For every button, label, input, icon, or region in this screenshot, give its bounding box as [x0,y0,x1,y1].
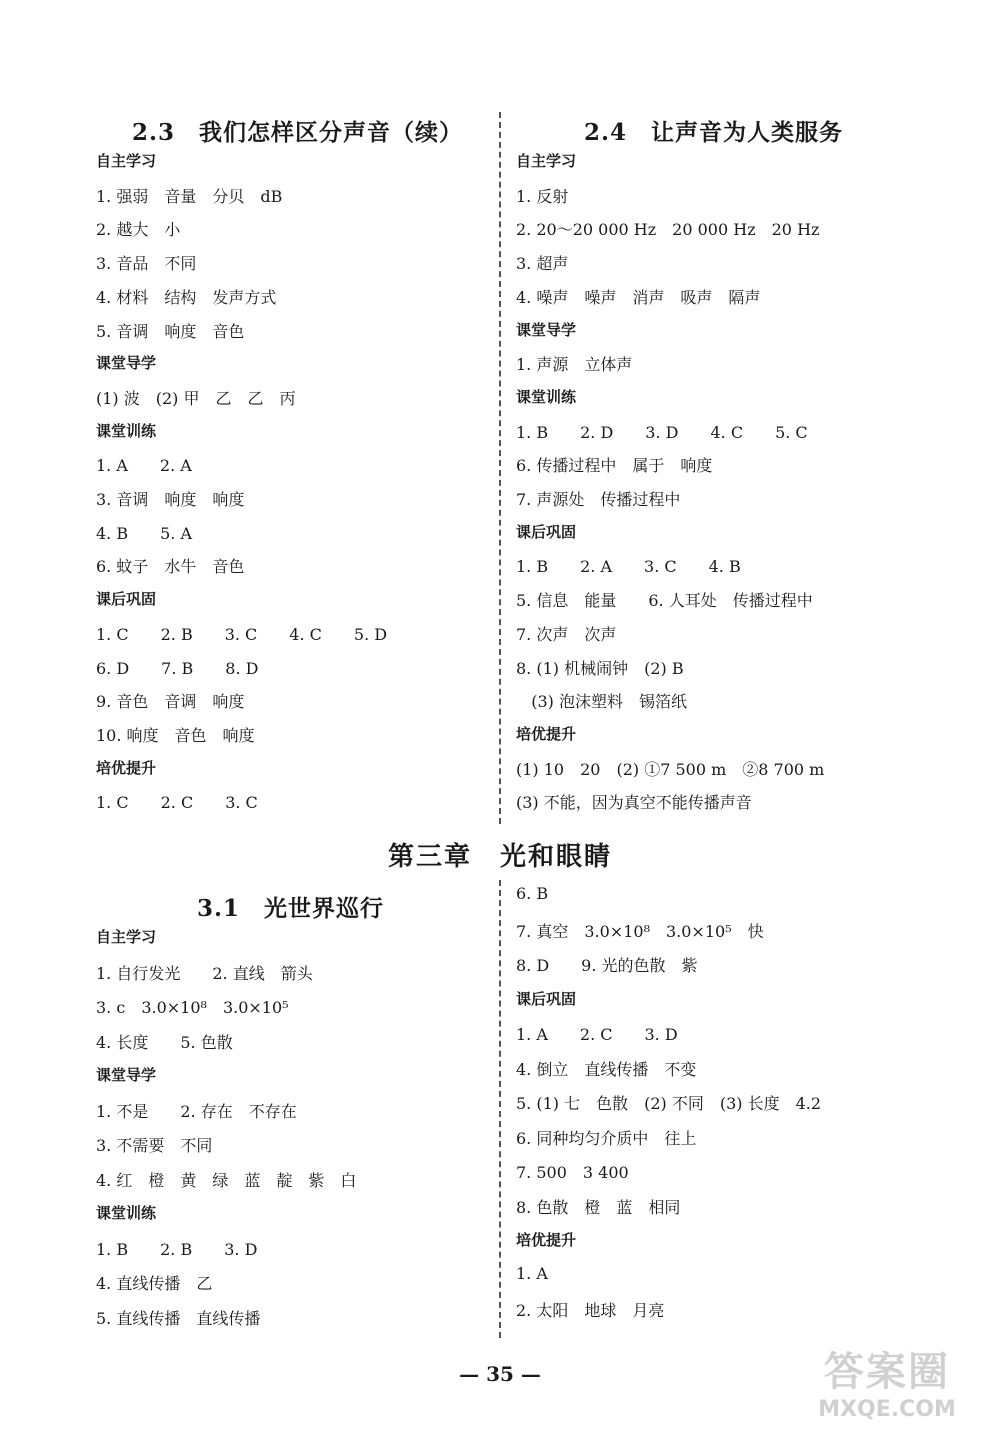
chapter-title: 第三章 光和眼睛 [387,842,612,872]
section-heading: 课堂导学 [96,354,157,373]
answer-line: 4. 红 橙 黄 绿 蓝 靛 紫 白 [96,1170,357,1190]
answer-line: 6. B [516,884,549,903]
answer-line: 1. 声源 立体声 [516,355,633,375]
section-heading: 培优提升 [96,758,157,777]
answer-line: 1. B 2. D 3. D 4. C 5. C [516,422,808,442]
section-title-2-3: 2.3 我们怎样区分声音（续） [132,119,464,146]
answer-line: 4. 倒立 直线传播 不变 [516,1059,697,1079]
section-heading: 课堂导学 [96,1066,157,1084]
answer-line: 2. 越大 小 [96,220,181,240]
section-heading: 自主学习 [516,152,577,170]
answer-line: 1. A [516,1263,548,1283]
answer-line: 4. 直线传播 乙 [96,1274,213,1293]
page-number: — 35 — [459,1362,541,1386]
answer-line: 1. A 2. A [96,456,192,476]
answer-line: (1) 波 (2) 甲 乙 乙 丙 [96,388,296,408]
answer-line: 1. C 2. B 3. C 4. C 5. D [96,624,388,644]
section-heading: 课后巩固 [96,590,157,609]
answer-line: (3) 不能，因为真空不能传播声音 [516,793,752,813]
answer-line: 1. 不是 2. 存在 不存在 [96,1101,297,1121]
answer-line: 7. 真空 3.0×10⁸ 3.0×10⁵ 快 [516,921,764,941]
section-heading: 课堂训练 [96,1204,157,1222]
answer-line: 7. 次声 次声 [516,624,617,644]
column-divider-bottom [499,880,501,1338]
answer-line: 1. B 2. A 3. C 4. B [516,557,741,577]
answer-line: 1. B 2. B 3. D [96,1239,258,1259]
watermark-title: 答案圈 [824,1349,950,1395]
answer-line: 7. 声源处 传播过程中 [516,490,681,509]
answer-line: 1. 自行发光 2. 直线 箭头 [96,963,313,983]
answer-line: 4. 噪声 噪声 消声 吸声 隔声 [516,287,761,307]
answer-line: 2. 太阳 地球 月亮 [516,1301,665,1320]
column-divider-top [499,112,501,824]
answer-line: 9. 音色 音调 响度 [96,692,245,712]
answer-line: 6. 传播过程中 属于 响度 [516,456,713,476]
watermark [792,1340,982,1420]
answer-line: 3. c 3.0×10⁸ 3.0×10⁵ [96,998,289,1017]
section-title-3-1: 3.1 光世界巡行 [197,895,385,922]
answer-line: 6. 蚊子 水牛 音色 [96,557,245,577]
section-title-2-4: 2.4 让声音为人类服务 [584,119,844,146]
answer-line: 4. 材料 结构 发声方式 [96,287,277,307]
answer-line: 7. 500 3 400 [516,1163,629,1182]
section-heading: 自主学习 [96,928,157,946]
answer-line: 3. 不需要 不同 [96,1136,213,1155]
answer-line: (1) 10 20 (2) ①7 500 m ②8 700 m [516,759,825,779]
answer-line: 5. 音调 响度 音色 [96,321,245,341]
section-heading: 课后巩固 [516,989,577,1008]
section-heading: 培优提升 [516,1231,577,1249]
answer-line: (3) 泡沫塑料 锡箔纸 [516,692,688,712]
watermark-site: MXQE.COM [818,1397,956,1422]
section-heading: 课堂导学 [516,320,577,339]
section-heading: 培优提升 [516,724,577,743]
answer-line: 8. (1) 机械闹钟 (2) B [516,658,684,678]
section-heading: 课后巩固 [516,522,577,541]
answer-line: 5. (1) 七 色散 (2) 不同 (3) 长度 4.2 [516,1094,822,1113]
answer-line: 5. 直线传播 直线传播 [96,1308,261,1328]
answer-line: 4. 长度 5. 色散 [96,1032,233,1052]
section-heading: 课堂训练 [516,387,577,406]
answer-line: 5. 信息 能量 6. 人耳处 传播过程中 [516,591,813,611]
answer-line: 6. D 7. B 8. D [96,658,259,678]
answer-line: 8. 色散 橙 蓝 相同 [516,1197,681,1217]
answer-line: 1. 反射 [516,186,569,206]
answer-line: 8. D 9. 光的色散 紫 [516,956,698,975]
answer-line: 1. C 2. C 3. C [96,793,258,813]
answer-line: 10. 响度 音色 响度 [96,725,255,745]
section-heading: 自主学习 [96,152,157,170]
section-heading: 课堂训练 [96,421,157,440]
answer-line: 2. 20～20 000 Hz 20 000 Hz 20 Hz [516,220,820,240]
answer-line: 1. A 2. C 3. D [516,1025,678,1044]
answer-line: 3. 超声 [516,254,569,274]
answer-line: 3. 音调 响度 响度 [96,490,245,509]
answer-line: 3. 音品 不同 [96,254,197,274]
answer-line: 4. B 5. A [96,523,193,543]
answer-line: 1. 强弱 音量 分贝 dB [96,186,283,206]
answer-line: 6. 同种均匀介质中 往上 [516,1128,697,1148]
